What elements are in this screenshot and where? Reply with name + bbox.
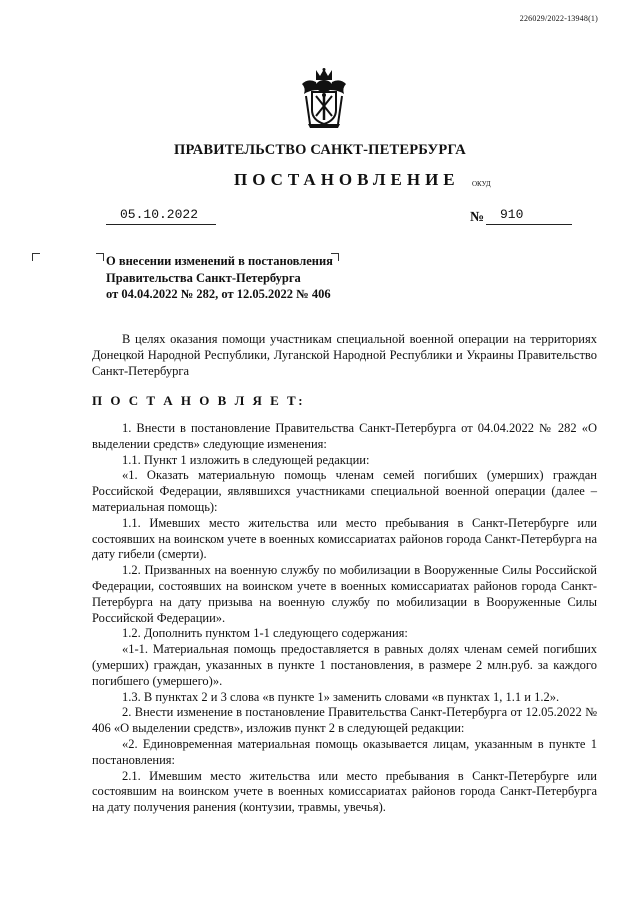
paragraph: «2. Единовременная материальная помощь оказывается лицам, указанным в пункте 1 постановления: — [92, 736, 597, 767]
preamble — [92, 332, 597, 379]
preamble-text: В целях оказания помощи участникам специальной военной операции на территориях Донецкой Народной Республики, Луганской Народной Республики и Украины Правительство Санкт-Петербурга — [92, 332, 597, 378]
paragraph: 1.1. Пункт 1 изложить в следующей редакции: — [122, 452, 370, 467]
bracket-corner — [32, 253, 40, 261]
paragraph: 1.2. Дополнить пунктом 1-1 следующего содержания: — [122, 626, 408, 641]
document-number: 910 — [500, 207, 524, 222]
document-type: ПОСТАНОВЛЕНИЕ — [234, 170, 460, 189]
document-subject — [106, 253, 333, 303]
paragraph: 1.1. Имевших место жительства или место пребывания в Санкт-Петербурге или состоявших на воинском учете в военных комиссариатах районов города Санкт-Петербурга на дату гибели (смерти). — [92, 515, 597, 562]
subject-line: от 04.04.2022 № 282, от 12.05.2022 № 406 — [106, 287, 331, 301]
okud-label: ОКУД — [472, 180, 491, 188]
number-underline — [486, 224, 572, 225]
decree-body — [92, 421, 597, 816]
bracket-corner — [96, 253, 104, 261]
paragraph: «1-1. Материальная помощь предоставляется в равных долях членам семей погибших (умерших) граждан, указанных в пункте 1 постановления, в размере 2 млн.руб. за каждого погибшего (умершего)». — [92, 642, 597, 688]
paragraph: 1. Внести в постановление Правительства Санкт-Петербурга от 04.04.2022 № 282 «О выделении средств» следующие изменения: — [92, 421, 597, 451]
government-title: ПРАВИТЕЛЬСТВО САНКТ-ПЕТЕРБУРГА — [174, 142, 466, 158]
paragraph: 2. Внести изменение в постановление Правительства Санкт-Петербурга от 12.05.2022 № 406 «О выделении средств», изложив пункт 2 в следующей редакции: — [92, 705, 597, 736]
subject-line: О внесении изменений в постановления — [106, 254, 333, 268]
paragraph: 1.3. В пунктах 2 и 3 слова «в пункте 1» заменить словами «в пунктах 1, 1.1 и 1.2». — [122, 689, 560, 704]
document-id: 226029/2022-13948(1) — [519, 14, 598, 23]
date-underline — [106, 224, 216, 225]
paragraph: 2.1. Имевшим место жительства или место пребывания в Санкт-Петербурге или состоявшим на воинском учете в военных комиссариатах районов города Санкт-Петербурга на дату получения ранения (контузии, травмы, увечья). — [92, 768, 597, 815]
subject-line: Правительства Санкт-Петербурга — [106, 270, 301, 285]
document-date: 05.10.2022 — [120, 207, 199, 222]
paragraph: «1. Оказать материальную помощь членам семей погибших (умерших) граждан Российской Федерации, являвшихся участниками специальной военной операции (далее – материальная помощь): — [92, 468, 597, 514]
decree-word: П О С Т А Н О В Л Я Е Т: — [92, 393, 306, 408]
paragraph: 1.2. Призванных на военную службу по мобилизации в Вооруженные Силы Российской Федерации, состоявших на воинском учете в военных комиссариатах районов города Санкт-Петербурга на дату призыва на военную службу по мобилизации в Вооруженные Силы Российской Федерации». — [92, 563, 597, 625]
coat-of-arms-icon — [298, 68, 350, 130]
number-sign: № — [470, 210, 485, 225]
